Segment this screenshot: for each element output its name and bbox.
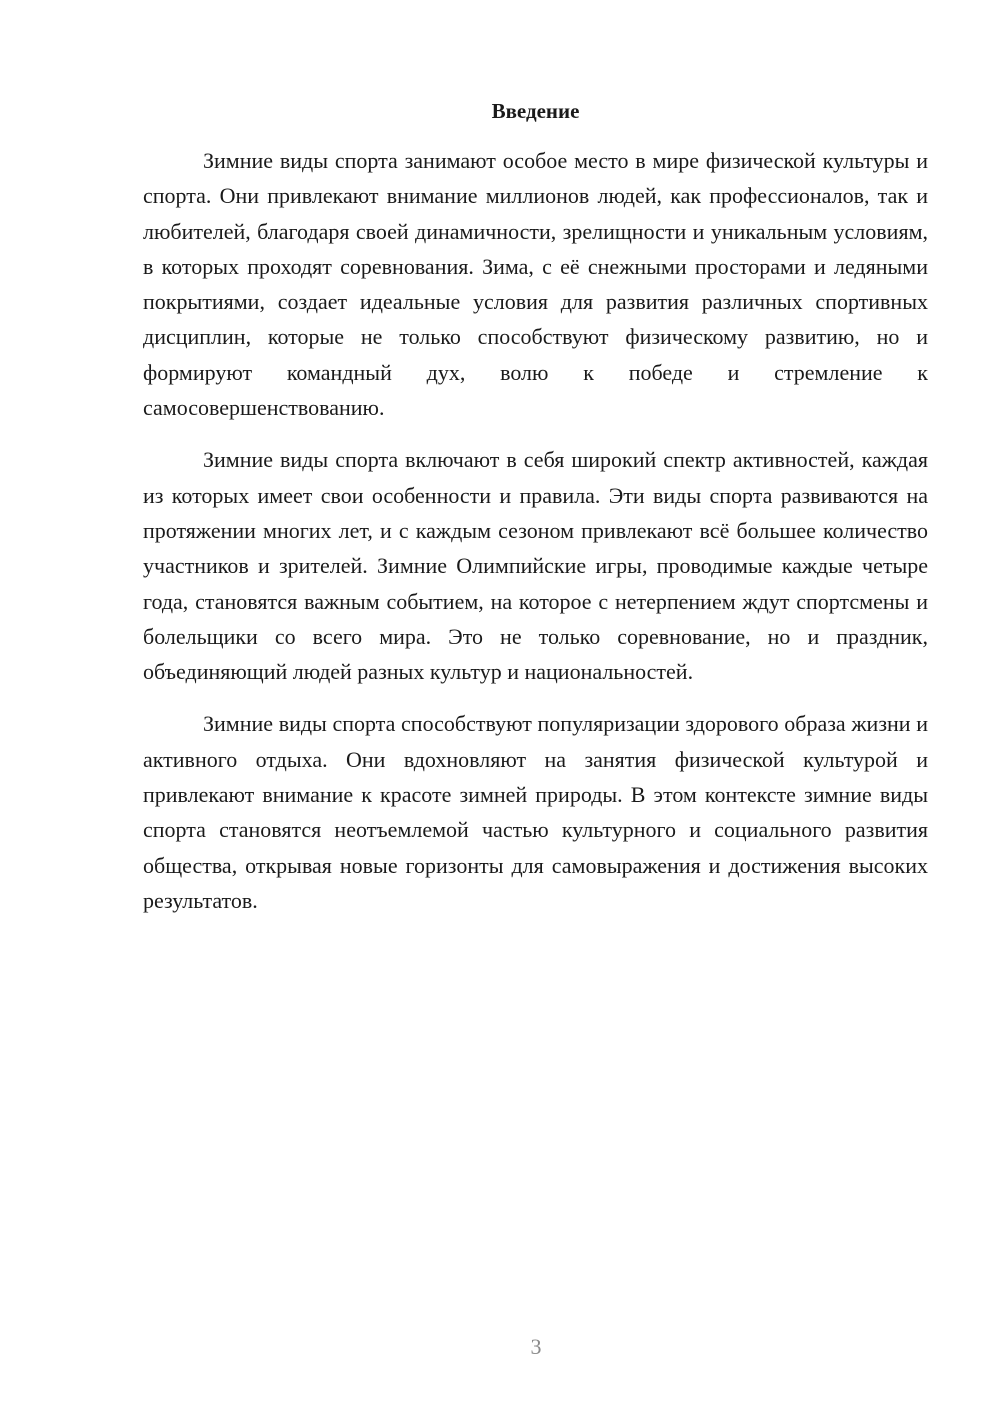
paragraph-3: Зимние виды спорта способствуют популяризации здорового образа жизни и активного отдыха. Они вдохновляют на занятия физической культурой и привлекают внимание к красоте зимней природы. В этом контексте зимние виды спорта становятся неотъемлемой частью культурного и социального развития общества, открывая новые горизонты для самовыражения и достижения высоких результатов. [143, 711, 928, 913]
body-text [143, 143, 928, 935]
page-number: 3 [530, 1334, 542, 1359]
section-title: Введение [491, 99, 580, 123]
paragraph-1: Зимние виды спорта занимают особое место в мире физической культуры и спорта. Они привлекают внимание миллионов людей, как профессионалов, так и любителей, благодаря своей динамичности, зрелищности и уникальным условиям, в которых проходят соревнования. Зима, с её снежными просторами и ледяными покрытиями, создает идеальные условия для развития различных спортивных дисциплин, которые не только способствуют физическому развитию, но и формируют командный дух, волю к победе и стремление к самосовершенствованию. [143, 148, 928, 421]
paragraph-2: Зимние виды спорта включают в себя широкий спектр активностей, каждая из которых имеет свои особенности и правила. Эти виды спорта развиваются на протяжении многих лет, и с каждым сезоном привлекают всё большее количество участников и зрителей. Зимние Олимпийские игры, проводимые каждые четыре года, становятся важным событием, на которое с нетерпением ждут спортсмены и болельщики со всего мира. Это не только соревнование, но и праздник, объединяющий людей разных культур и национальностей. [143, 447, 928, 685]
